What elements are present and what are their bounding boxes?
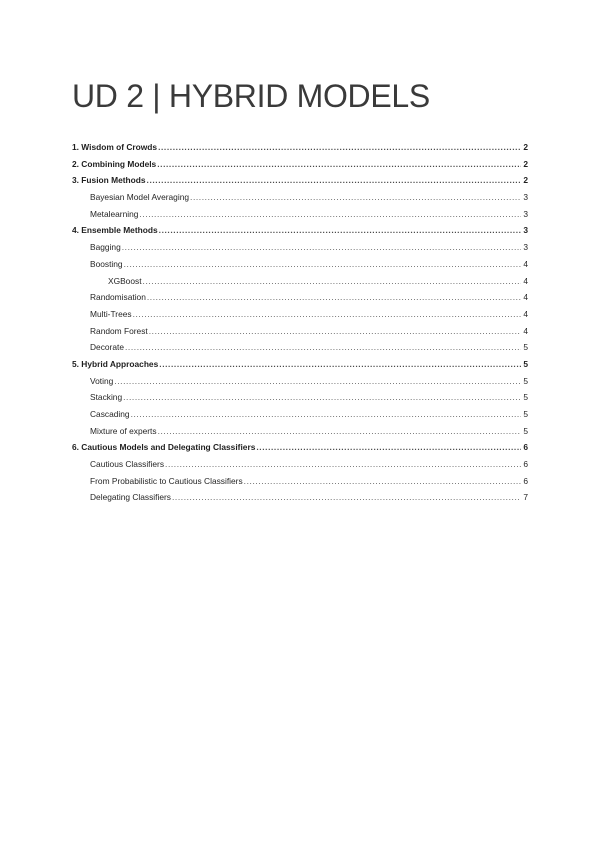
- toc-entry-page: 5: [523, 375, 528, 386]
- toc-entry-label: Randomisation: [90, 292, 146, 303]
- toc-entry-bagging[interactable]: [72, 239, 528, 256]
- toc-entry-metalearning[interactable]: [72, 206, 528, 223]
- toc-entry-label: 1. Wisdom of Crowds: [72, 142, 158, 152]
- toc-entry-stacking[interactable]: [72, 389, 528, 406]
- table-of-contents: [72, 139, 528, 506]
- toc-entry-page: 4: [523, 308, 528, 319]
- toc-entry-page: 4: [523, 292, 528, 303]
- toc-entry-hybrid-approaches[interactable]: [72, 356, 528, 373]
- toc-entry-random-forest[interactable]: [72, 323, 528, 340]
- toc-entry-voting[interactable]: [72, 373, 528, 390]
- toc-entry-randomisation[interactable]: [72, 289, 528, 306]
- toc-entry-page: 2: [523, 175, 528, 186]
- dot-leader: [124, 256, 521, 273]
- toc-entry-wisdom-of-crowds[interactable]: [72, 139, 528, 156]
- toc-entry-label: Mixture of experts: [90, 425, 157, 436]
- dot-leader: [147, 289, 521, 306]
- toc-entry-label: Metalearning: [90, 208, 139, 219]
- toc-entry-label: Bayesian Model Averaging: [90, 192, 190, 203]
- dot-leader: [139, 206, 521, 223]
- toc-entry-cascading[interactable]: [72, 406, 528, 423]
- toc-entry-label: Cascading: [90, 409, 130, 419]
- toc-entry-ensemble-methods[interactable]: [72, 222, 528, 239]
- toc-entry-page: 6: [523, 459, 528, 470]
- toc-entry-label: From Probabilistic to Cautious Classifiers: [90, 475, 243, 486]
- toc-entry-page: 5: [523, 342, 528, 353]
- dot-leader: [114, 373, 521, 390]
- toc-entry-page: 5: [523, 425, 528, 436]
- toc-entry-combining-models[interactable]: [72, 156, 528, 173]
- toc-entry-page: 5: [523, 409, 528, 419]
- toc-entry-label: Delegating Classifiers: [90, 492, 171, 503]
- dot-leader: [190, 189, 521, 206]
- toc-entry-cautious-classifiers[interactable]: [72, 456, 528, 473]
- dot-leader: [147, 172, 521, 189]
- toc-entry-label: 4. Ensemble Methods: [72, 225, 158, 236]
- toc-entry-from-probabilistic-to-cautious-classifiers[interactable]: [72, 473, 528, 490]
- toc-entry-page: 3: [523, 242, 528, 253]
- toc-entry-label: 6. Cautious Models and Delegating Classifiers: [72, 442, 256, 453]
- dot-leader: [159, 356, 521, 373]
- dot-leader: [125, 339, 521, 356]
- toc-entry-xgboost[interactable]: [72, 273, 528, 290]
- toc-entry-decorate[interactable]: [72, 339, 528, 356]
- toc-entry-label: 5. Hybrid Approaches: [72, 358, 159, 369]
- toc-entry-page: 5: [523, 358, 528, 369]
- toc-entry-label: 2. Combining Models: [72, 158, 157, 169]
- toc-entry-page: 4: [523, 275, 528, 286]
- dot-leader: [244, 473, 521, 490]
- toc-entry-cautious-models-and-delegating-classifiers[interactable]: [72, 439, 528, 456]
- document-title: UD 2 | HYBRID MODELS: [72, 78, 430, 114]
- dot-leader: [123, 389, 521, 406]
- toc-entry-page: 6: [523, 442, 528, 453]
- toc-entry-label: 3. Fusion Methods: [72, 175, 146, 186]
- toc-entry-label: Stacking: [90, 392, 123, 403]
- toc-entry-label: Voting: [90, 375, 114, 386]
- toc-entry-page: 2: [523, 142, 528, 152]
- toc-entry-page: 5: [523, 392, 528, 403]
- toc-entry-mixture-of-experts[interactable]: [72, 423, 528, 440]
- toc-entry-fusion-methods[interactable]: [72, 172, 528, 189]
- dot-leader: [122, 239, 521, 256]
- dot-leader: [165, 456, 521, 473]
- toc-entry-label: Bagging: [90, 242, 121, 253]
- dot-leader: [143, 273, 521, 290]
- dot-leader: [157, 156, 521, 173]
- toc-entry-page: 7: [523, 492, 528, 503]
- dot-leader: [256, 439, 521, 456]
- toc-entry-delegating-classifiers[interactable]: [72, 489, 528, 506]
- toc-entry-label: XGBoost: [108, 275, 142, 286]
- dot-leader: [158, 139, 521, 156]
- dot-leader: [133, 306, 521, 323]
- toc-entry-boosting[interactable]: [72, 256, 528, 273]
- toc-entry-page: 2: [523, 158, 528, 169]
- toc-entry-page: 4: [523, 258, 528, 269]
- dot-leader: [158, 423, 521, 440]
- toc-entry-label: Decorate: [90, 342, 124, 353]
- toc-entry-bayesian-model-averaging[interactable]: [72, 189, 528, 206]
- toc-entry-label: Multi-Trees: [90, 308, 132, 319]
- toc-entry-page: 6: [523, 475, 528, 486]
- toc-entry-page: 4: [523, 325, 528, 336]
- toc-entry-page: 3: [523, 225, 528, 236]
- toc-entry-page: 3: [523, 208, 528, 219]
- dot-leader: [172, 489, 521, 506]
- toc-entry-label: Boosting: [90, 258, 123, 269]
- toc-entry-multi-trees[interactable]: [72, 306, 528, 323]
- dot-leader: [149, 323, 521, 340]
- toc-entry-page: 3: [523, 192, 528, 203]
- dot-leader: [131, 406, 521, 423]
- toc-entry-label: Cautious Classifiers: [90, 459, 165, 470]
- toc-entry-label: Random Forest: [90, 325, 148, 336]
- dot-leader: [159, 222, 521, 239]
